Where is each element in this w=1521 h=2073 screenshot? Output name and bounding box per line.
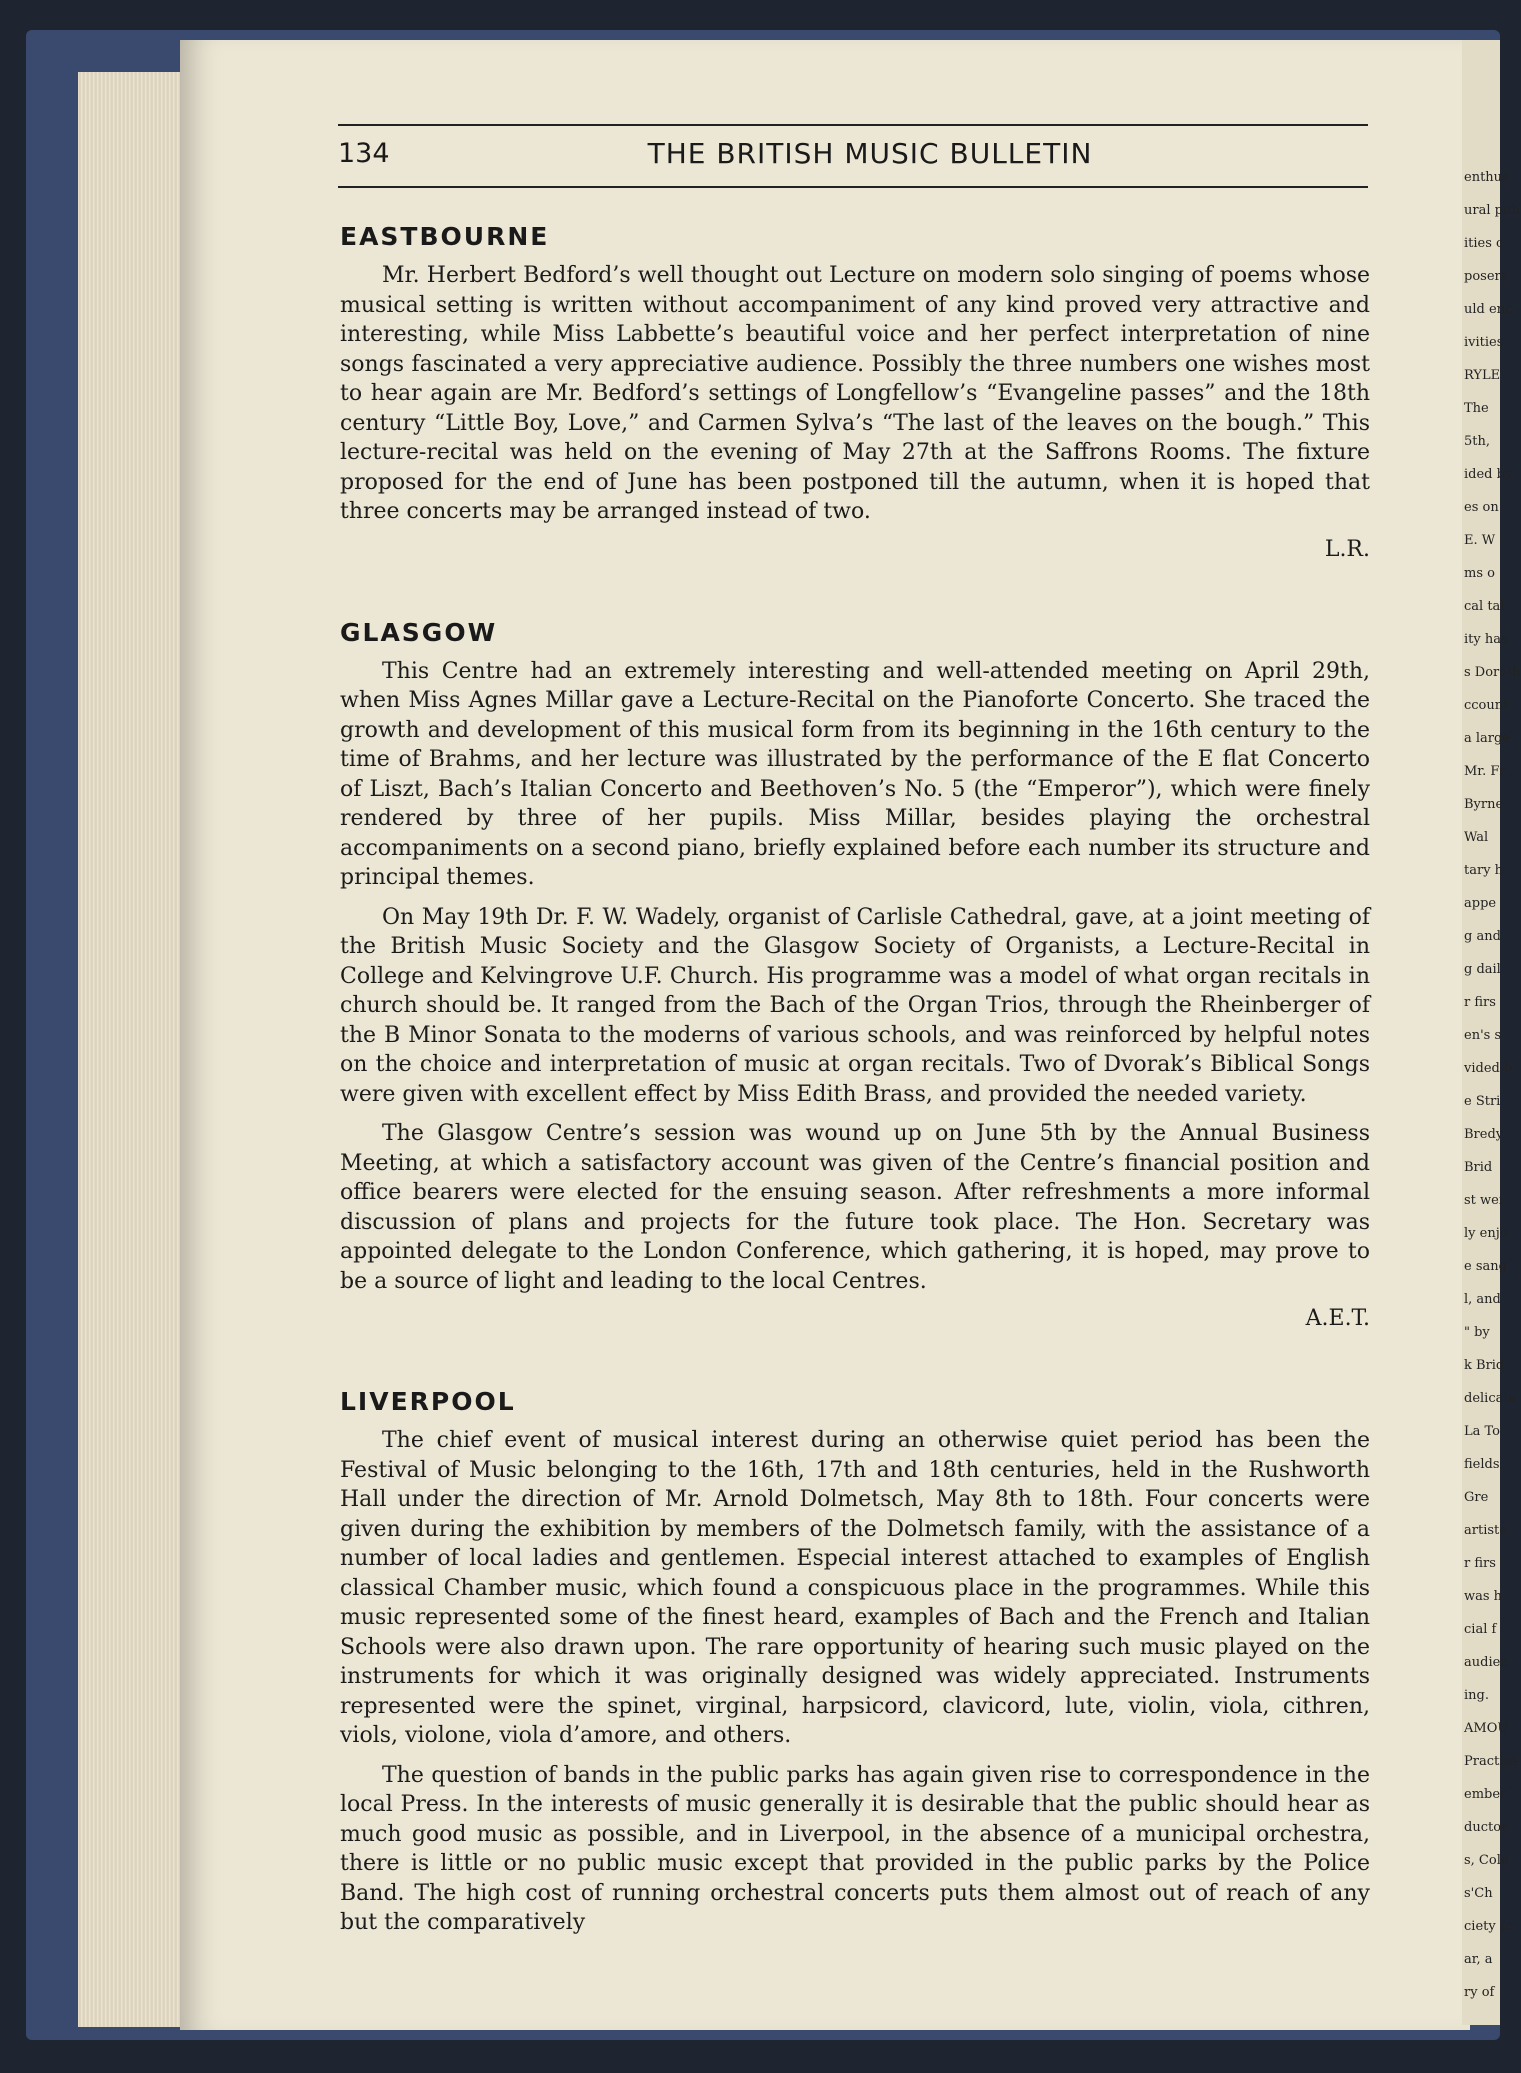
facing-page-fragment: Gre <box>1464 1490 1489 1505</box>
page-edges <box>78 72 188 2027</box>
facing-page-fragment: ural pub <box>1464 203 1520 218</box>
facing-page-fragment: ivities <box>1464 335 1504 350</box>
facing-page-fragment: k Brid <box>1464 1358 1505 1373</box>
facing-page-fragment: st wei <box>1464 1193 1504 1208</box>
paragraph: The Glasgow Centre’s session was wound up on June 5th by the Annual Business Meeting, at which a satisfactory account was given of the Centre’s financial position and office bearers were elected for the ensuing season. After refreshments a more informal discussion of plans and projects for the future took place. The Hon. Secretary was appointed delegate to the London Conference, which gathering, it is hoped, may prove to be a source of light and leading to the local Centres. <box>340 1121 1370 1294</box>
facing-page-fragment: cial f <box>1464 1622 1497 1637</box>
page-number: 134 <box>338 138 390 169</box>
section-heading: EASTBOURNE <box>340 222 550 251</box>
section-glasgow <box>340 618 1370 1332</box>
facing-page-fragment: l, and <box>1464 1292 1501 1307</box>
facing-page-fragment: s'Ch <box>1464 1886 1493 1901</box>
facing-page-fragment: r firs <box>1464 995 1496 1010</box>
facing-page-fragment: ry of <box>1464 1985 1495 2000</box>
facing-page-fragment: r firs <box>1464 1556 1496 1571</box>
facing-page-fragment: delicate <box>1464 1391 1517 1406</box>
facing-page-fragment: es on <box>1464 500 1499 515</box>
facing-page-fragment: The <box>1464 401 1489 416</box>
facing-page-fragment: was h <box>1464 1589 1503 1604</box>
facing-page-fragment: ember <box>1464 1787 1507 1802</box>
facing-page-fragment: AMOU <box>1464 1721 1509 1736</box>
facing-page-fragment: e sang <box>1464 1259 1507 1274</box>
signature: L.R. <box>1324 536 1370 562</box>
facing-page-fragment: Practise <box>1464 1754 1518 1769</box>
facing-page-fragment: ities c <box>1464 236 1504 251</box>
facing-page-fragment: La To <box>1464 1424 1501 1439</box>
facing-page-fragment: cal tal <box>1464 599 1505 614</box>
facing-page-fragment: ly enjo <box>1464 1226 1508 1241</box>
article-body <box>340 222 1370 1994</box>
facing-page-fragment: ciety (c <box>1464 1919 1513 1934</box>
section-liverpool <box>340 1387 1370 1938</box>
facing-page-fragment: ar, a <box>1464 1952 1493 1967</box>
facing-page-fragment: vided b <box>1464 1061 1513 1076</box>
section-heading: LIVERPOOL <box>340 1387 516 1416</box>
section-eastbourne <box>340 222 1370 562</box>
facing-page-fragment: enthus <box>1464 170 1509 185</box>
facing-page-fragment: ing. <box>1464 1688 1489 1703</box>
facing-page-fragment: ided by <box>1464 467 1513 482</box>
paragraph: The chief event of musical interest during an otherwise quiet period has been the Festival of Music belonging to the 16th, 17th and 18th centuries, held in the Rushworth Hall under the direction of Mr. Arnold Dolmetsch, May 8th to 18th. Four concerts were given during the exhibition by members of the Dolmetsch family, with the assistance of a number of local ladies and gentlemen. Especial interest attached to examples of English classical Chamber music, which found a conspicuous place in the programmes. While this music represented some of the finest heard, examples of Bach and the French and Italian Schools were also drawn upon. The rare opportunity of hearing such music played on the instruments for which it was originally designed was widely appreciated. Instruments represented were the spinet, virginal, harpsicord, clavicord, lute, violin, viola, cithren, viols, violone, viola d’amore, and others. <box>340 1428 1370 1748</box>
facing-page-fragment: Byrne <box>1464 797 1504 812</box>
facing-page-fragment: 5th, <box>1464 434 1490 449</box>
header-rule-top <box>338 124 1368 126</box>
paragraph: On May 19th Dr. F. W. Wadely, organist of Carlisle Cathedral, gave, at a joint meeting of the British Music Society and the Glasgow Society of Organists, a Lecture-Recital in College and Kelvingrove U.F. Church. His programme was a model of what organ recitals in church should be. It ranged from the Bach of the Organ Trios, through the Rheinberger of the B Minor Sonata to the moderns of various schools, and was reinforced by helpful notes on the choice and interpretation of music at organ recitals. Two of Dvorak’s Biblical Songs were given with excellent effect by Miss Edith Brass, and provided the needed variety. <box>340 904 1370 1107</box>
facing-page-fragment: Bredy <box>1464 1127 1504 1142</box>
paragraph: Mr. Herbert Bedford’s well thought out Lecture on modern solo singing of poems whose musical setting is written without accompaniment of any kind proved very attractive and interesting, while Miss Labbette’s beautiful voice and her perfect interpretation of nine songs fascinated a very appreciative audience. Possibly the three numbers one wishes most to hear again are Mr. Bedford’s settings of Longfellow’s “Evangeline passes” and the 18th century “Little Boy, Love,” and Carmen Sylva’s “The last of the leaves on the bough.” This lecture-recital was held on the evening of May 27th at the Saffrons Rooms. The fixture proposed for the end of June has been postponed till the autumn, when it is hoped that three concerts may be arranged instead of two. <box>340 263 1370 524</box>
running-head: THE BRITISH MUSIC BULLETIN <box>647 137 1093 170</box>
paragraph: This Centre had an extremely interesting and well-attended meeting on April 29th, when Miss Agnes Millar gave a Lecture-Recital on the Pianoforte Concerto. She traced the growth and development of this musical form from its beginning in the 16th century to the time of Brahms, and her lecture was illustrated by the performance of the E flat Concerto of Liszt, Bach’s Italian Concerto and Beethoven’s No. 5 (the “Emperor”), which were finely rendered by three of her pupils. Miss Millar, besides playing the orchestral accompaniments on a second piano, briefly explained before each number its structure and principal themes. <box>340 658 1370 890</box>
facing-page-fragment: " by <box>1464 1325 1490 1340</box>
facing-page-fragment: ity has <box>1464 632 1508 647</box>
facing-page-fragment: Wal <box>1464 830 1489 845</box>
facing-page-fragment: fields, <box>1464 1457 1504 1472</box>
facing-page-fragment: audien <box>1464 1655 1509 1670</box>
signature: A.E.T. <box>1305 1306 1370 1331</box>
facing-page-fragment: ms o <box>1464 566 1495 581</box>
facing-page-fragment: a large <box>1464 731 1511 746</box>
facing-page-edge <box>1462 40 1521 2025</box>
facing-page-fragment: posers <box>1464 269 1508 284</box>
facing-page-fragment: RYLE <box>1464 368 1501 383</box>
header-rule-bottom <box>338 186 1368 188</box>
facing-page-fragment: tary h <box>1464 863 1504 878</box>
facing-page-fragment: Brid <box>1464 1160 1493 1175</box>
facing-page-fragment: g dail <box>1464 962 1501 977</box>
facing-page-fragment: g and <box>1464 929 1501 944</box>
facing-page-fragment: ccount <box>1464 698 1509 713</box>
facing-page-fragment: Mr. Fr <box>1464 764 1506 779</box>
facing-page-fragment: e Stri <box>1464 1094 1501 1109</box>
facing-page-fragment: en's s <box>1464 1028 1502 1043</box>
facing-page-fragment: ductor <box>1464 1820 1508 1835</box>
facing-page-fragment: appe <box>1464 896 1497 911</box>
facing-page-fragment: E. W <box>1464 533 1496 548</box>
facing-page-fragment: s, Cole <box>1464 1853 1509 1868</box>
facing-page-fragment: uld enc <box>1464 302 1513 317</box>
section-heading: GLASGOW <box>340 617 498 647</box>
facing-page-fragment: s Doroth <box>1464 665 1521 680</box>
paragraph: The question of bands in the public parks has again given rise to correspondence in the local Press. In the interests of music generally it is desirable that the public should hear as much good music as possible, and in Liverpool, in the absence of a municipal orchestra, there is little or no public music except that provided in the public parks by the Police Band. The high cost of running orchestral concerts puts them almost out of reach of any but the comparatively <box>340 1762 1370 1935</box>
facing-page-fragment: artiste, <box>1464 1523 1512 1538</box>
